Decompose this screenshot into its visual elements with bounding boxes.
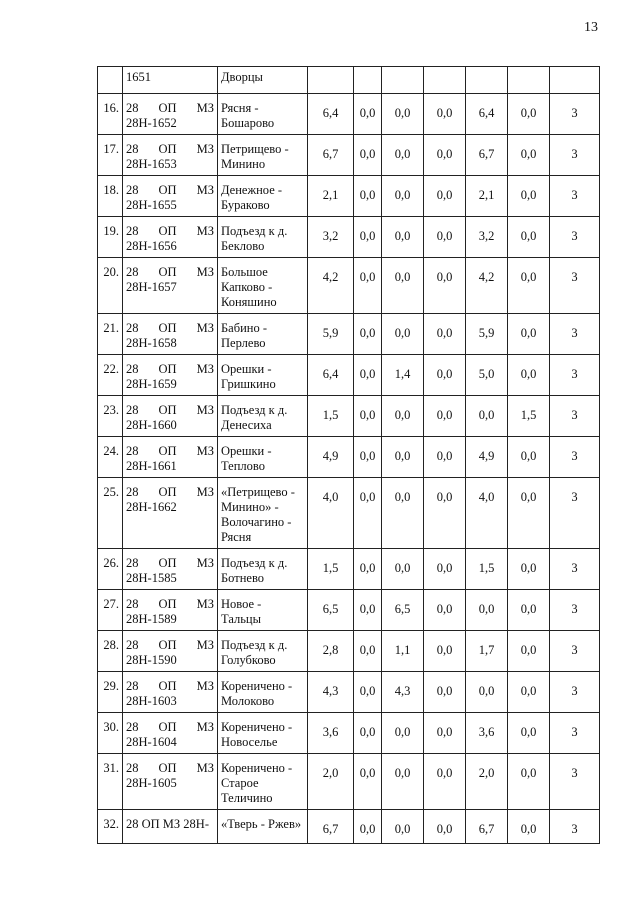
road-code-cell: 28 ОП МЗ 28Н-1660 bbox=[123, 396, 218, 437]
table-row bbox=[98, 713, 600, 754]
road-code-cell: 28 ОП МЗ 28Н-1604 bbox=[123, 713, 218, 754]
value-cell: 1,5 bbox=[308, 549, 354, 590]
road-name-cell: Кореничено - Молоково bbox=[218, 672, 308, 713]
road-name-cell: Кореничено - Новоселье bbox=[218, 713, 308, 754]
road-name-cell: Орешки - Теплово bbox=[218, 437, 308, 478]
value-cell: 0,0 bbox=[354, 631, 382, 672]
page-number: 13 bbox=[584, 20, 598, 35]
value-cell: 0,0 bbox=[424, 478, 466, 549]
value-cell: 0,0 bbox=[424, 396, 466, 437]
row-number-cell: 27. bbox=[98, 590, 123, 631]
row-number-cell: 30. bbox=[98, 713, 123, 754]
road-name-cell: «Тверь - Ржев» bbox=[218, 810, 308, 844]
category-cell: 3 bbox=[550, 176, 600, 217]
table-row bbox=[98, 217, 600, 258]
row-number-cell: 20. bbox=[98, 258, 123, 314]
table-row bbox=[98, 437, 600, 478]
value-cell: 0,0 bbox=[382, 396, 424, 437]
value-cell: 0,0 bbox=[354, 713, 382, 754]
value-cell: 1,5 bbox=[308, 396, 354, 437]
road-code-cell: 28 ОП МЗ 28Н-1659 bbox=[123, 355, 218, 396]
category-cell: 3 bbox=[550, 258, 600, 314]
value-cell: 4,9 bbox=[466, 437, 508, 478]
road-code-cell: 28 ОП МЗ 28Н-1653 bbox=[123, 135, 218, 176]
road-code-cell: 28 ОП МЗ 28Н-1585 bbox=[123, 549, 218, 590]
value-cell: 0,0 bbox=[424, 176, 466, 217]
table-row bbox=[98, 810, 600, 844]
value-cell: 0,0 bbox=[508, 314, 550, 355]
value-cell: 0,0 bbox=[508, 135, 550, 176]
category-cell bbox=[550, 67, 600, 94]
value-cell: 0,0 bbox=[424, 94, 466, 135]
road-code-cell: 28 ОП МЗ 28Н-1652 bbox=[123, 94, 218, 135]
value-cell: 0,0 bbox=[424, 258, 466, 314]
road-name-cell: «Петрищево - Минино» - Волочагино - Рясня bbox=[218, 478, 308, 549]
value-cell: 0,0 bbox=[508, 478, 550, 549]
value-cell: 0,0 bbox=[424, 217, 466, 258]
value-cell: 6,5 bbox=[308, 590, 354, 631]
row-number-cell: 17. bbox=[98, 135, 123, 176]
road-code-cell: 28 ОП МЗ 28Н-1590 bbox=[123, 631, 218, 672]
value-cell: 0,0 bbox=[382, 94, 424, 135]
value-cell: 4,3 bbox=[308, 672, 354, 713]
value-cell: 0,0 bbox=[354, 94, 382, 135]
value-cell: 3,6 bbox=[466, 713, 508, 754]
value-cell: 0,0 bbox=[508, 258, 550, 314]
value-cell: 0,0 bbox=[424, 314, 466, 355]
road-code-cell: 28 ОП МЗ 28Н- bbox=[123, 810, 218, 844]
value-cell: 6,7 bbox=[308, 135, 354, 176]
value-cell: 5,9 bbox=[308, 314, 354, 355]
value-cell: 0,0 bbox=[382, 754, 424, 810]
value-cell bbox=[424, 67, 466, 94]
table-row bbox=[98, 672, 600, 713]
value-cell: 2,0 bbox=[308, 754, 354, 810]
category-cell: 3 bbox=[550, 437, 600, 478]
road-name-cell: Рясня - Бошарово bbox=[218, 94, 308, 135]
value-cell: 0,0 bbox=[508, 590, 550, 631]
category-cell: 3 bbox=[550, 810, 600, 844]
value-cell: 0,0 bbox=[424, 437, 466, 478]
category-cell: 3 bbox=[550, 355, 600, 396]
value-cell: 6,4 bbox=[308, 355, 354, 396]
road-code-cell: 28 ОП МЗ 28Н-1661 bbox=[123, 437, 218, 478]
row-number-cell: 18. bbox=[98, 176, 123, 217]
value-cell: 4,3 bbox=[382, 672, 424, 713]
value-cell: 6,4 bbox=[466, 94, 508, 135]
road-name-cell: Кореничено - Старое Теличино bbox=[218, 754, 308, 810]
row-number-cell: 26. bbox=[98, 549, 123, 590]
category-cell: 3 bbox=[550, 396, 600, 437]
table-row bbox=[98, 135, 600, 176]
category-cell: 3 bbox=[550, 314, 600, 355]
row-number-cell: 28. bbox=[98, 631, 123, 672]
value-cell: 0,0 bbox=[424, 713, 466, 754]
value-cell: 0,0 bbox=[354, 396, 382, 437]
value-cell: 2,0 bbox=[466, 754, 508, 810]
value-cell: 3,2 bbox=[466, 217, 508, 258]
table-row bbox=[98, 754, 600, 810]
value-cell: 0,0 bbox=[466, 672, 508, 713]
value-cell: 0,0 bbox=[424, 754, 466, 810]
row-number-cell: 24. bbox=[98, 437, 123, 478]
value-cell: 0,0 bbox=[354, 217, 382, 258]
value-cell: 0,0 bbox=[354, 754, 382, 810]
road-code-cell: 28 ОП МЗ 28Н-1657 bbox=[123, 258, 218, 314]
value-cell: 1,4 bbox=[382, 355, 424, 396]
value-cell: 0,0 bbox=[382, 135, 424, 176]
value-cell bbox=[508, 67, 550, 94]
road-code-cell: 28 ОП МЗ 28Н-1658 bbox=[123, 314, 218, 355]
table-row bbox=[98, 590, 600, 631]
value-cell: 0,0 bbox=[424, 549, 466, 590]
value-cell: 0,0 bbox=[382, 314, 424, 355]
value-cell: 0,0 bbox=[382, 217, 424, 258]
value-cell: 0,0 bbox=[354, 590, 382, 631]
value-cell: 4,2 bbox=[308, 258, 354, 314]
table-row bbox=[98, 355, 600, 396]
value-cell bbox=[354, 67, 382, 94]
value-cell bbox=[466, 67, 508, 94]
value-cell: 0,0 bbox=[382, 437, 424, 478]
value-cell: 1,5 bbox=[508, 396, 550, 437]
category-cell: 3 bbox=[550, 549, 600, 590]
value-cell: 3,6 bbox=[308, 713, 354, 754]
road-name-cell: Подъезд к д. Ботнево bbox=[218, 549, 308, 590]
value-cell: 0,0 bbox=[466, 396, 508, 437]
category-cell: 3 bbox=[550, 754, 600, 810]
row-number-cell: 23. bbox=[98, 396, 123, 437]
road-name-cell: Подъезд к д. Голубково bbox=[218, 631, 308, 672]
road-name-cell: Петрищево - Минино bbox=[218, 135, 308, 176]
value-cell: 0,0 bbox=[508, 754, 550, 810]
value-cell: 4,0 bbox=[466, 478, 508, 549]
road-name-cell: Орешки - Гришкино bbox=[218, 355, 308, 396]
value-cell: 0,0 bbox=[382, 176, 424, 217]
value-cell: 4,9 bbox=[308, 437, 354, 478]
table-row bbox=[98, 549, 600, 590]
row-number-cell: 21. bbox=[98, 314, 123, 355]
value-cell: 0,0 bbox=[382, 713, 424, 754]
value-cell: 0,0 bbox=[508, 94, 550, 135]
value-cell: 0,0 bbox=[508, 810, 550, 844]
value-cell: 6,7 bbox=[308, 810, 354, 844]
road-code-cell: 28 ОП МЗ 28Н-1656 bbox=[123, 217, 218, 258]
value-cell: 0,0 bbox=[508, 355, 550, 396]
value-cell: 0,0 bbox=[424, 810, 466, 844]
value-cell: 0,0 bbox=[508, 549, 550, 590]
value-cell: 0,0 bbox=[382, 549, 424, 590]
roads-table bbox=[97, 66, 600, 844]
row-number-cell: 31. bbox=[98, 754, 123, 810]
value-cell: 2,1 bbox=[466, 176, 508, 217]
value-cell: 0,0 bbox=[354, 258, 382, 314]
value-cell: 0,0 bbox=[354, 672, 382, 713]
value-cell: 1,7 bbox=[466, 631, 508, 672]
table-row bbox=[98, 67, 600, 94]
value-cell: 1,1 bbox=[382, 631, 424, 672]
row-number-cell: 16. bbox=[98, 94, 123, 135]
road-name-cell: Большое Капково - Коняшино bbox=[218, 258, 308, 314]
row-number-cell: 22. bbox=[98, 355, 123, 396]
road-code-cell: 28 ОП МЗ 28Н-1603 bbox=[123, 672, 218, 713]
value-cell: 0,0 bbox=[508, 217, 550, 258]
road-name-cell: Подъезд к д. Денесиха bbox=[218, 396, 308, 437]
road-name-cell: Денежное - Бураково bbox=[218, 176, 308, 217]
row-number-cell bbox=[98, 67, 123, 94]
value-cell: 0,0 bbox=[424, 672, 466, 713]
road-name-cell: Подъезд к д. Беклово bbox=[218, 217, 308, 258]
road-code-cell: 1651 bbox=[123, 67, 218, 94]
road-name-cell: Бабино - Перлево bbox=[218, 314, 308, 355]
value-cell: 0,0 bbox=[424, 135, 466, 176]
value-cell bbox=[308, 67, 354, 94]
category-cell: 3 bbox=[550, 672, 600, 713]
value-cell: 0,0 bbox=[354, 810, 382, 844]
category-cell: 3 bbox=[550, 135, 600, 176]
road-code-cell: 28 ОП МЗ 28Н-1589 bbox=[123, 590, 218, 631]
value-cell: 6,7 bbox=[466, 135, 508, 176]
value-cell: 0,0 bbox=[382, 258, 424, 314]
value-cell: 0,0 bbox=[466, 590, 508, 631]
value-cell: 0,0 bbox=[508, 437, 550, 478]
value-cell: 0,0 bbox=[424, 355, 466, 396]
value-cell: 6,7 bbox=[466, 810, 508, 844]
value-cell: 0,0 bbox=[508, 176, 550, 217]
value-cell: 0,0 bbox=[354, 176, 382, 217]
table-row bbox=[98, 258, 600, 314]
category-cell: 3 bbox=[550, 217, 600, 258]
row-number-cell: 29. bbox=[98, 672, 123, 713]
value-cell: 4,0 bbox=[308, 478, 354, 549]
value-cell: 0,0 bbox=[424, 590, 466, 631]
value-cell: 0,0 bbox=[382, 478, 424, 549]
value-cell: 1,5 bbox=[466, 549, 508, 590]
road-name-cell: Новое - Тальцы bbox=[218, 590, 308, 631]
table-row bbox=[98, 94, 600, 135]
road-code-cell: 28 ОП МЗ 28Н-1605 bbox=[123, 754, 218, 810]
value-cell: 4,2 bbox=[466, 258, 508, 314]
value-cell: 0,0 bbox=[354, 478, 382, 549]
table-row bbox=[98, 314, 600, 355]
category-cell: 3 bbox=[550, 590, 600, 631]
road-code-cell: 28 ОП МЗ 28Н-1655 bbox=[123, 176, 218, 217]
table-row bbox=[98, 176, 600, 217]
value-cell: 6,4 bbox=[308, 94, 354, 135]
category-cell: 3 bbox=[550, 478, 600, 549]
row-number-cell: 32. bbox=[98, 810, 123, 844]
road-name-cell: Дворцы bbox=[218, 67, 308, 94]
road-code-cell: 28 ОП МЗ 28Н-1662 bbox=[123, 478, 218, 549]
table-row bbox=[98, 478, 600, 549]
value-cell: 0,0 bbox=[354, 437, 382, 478]
value-cell: 5,0 bbox=[466, 355, 508, 396]
category-cell: 3 bbox=[550, 631, 600, 672]
value-cell: 0,0 bbox=[424, 631, 466, 672]
value-cell: 3,2 bbox=[308, 217, 354, 258]
value-cell: 2,8 bbox=[308, 631, 354, 672]
value-cell: 6,5 bbox=[382, 590, 424, 631]
value-cell: 5,9 bbox=[466, 314, 508, 355]
value-cell: 0,0 bbox=[354, 314, 382, 355]
value-cell: 2,1 bbox=[308, 176, 354, 217]
table-row bbox=[98, 631, 600, 672]
value-cell: 0,0 bbox=[508, 672, 550, 713]
value-cell: 0,0 bbox=[508, 713, 550, 754]
row-number-cell: 19. bbox=[98, 217, 123, 258]
category-cell: 3 bbox=[550, 94, 600, 135]
value-cell: 0,0 bbox=[508, 631, 550, 672]
value-cell: 0,0 bbox=[354, 355, 382, 396]
value-cell: 0,0 bbox=[382, 810, 424, 844]
value-cell bbox=[382, 67, 424, 94]
category-cell: 3 bbox=[550, 713, 600, 754]
table-row bbox=[98, 396, 600, 437]
value-cell: 0,0 bbox=[354, 549, 382, 590]
row-number-cell: 25. bbox=[98, 478, 123, 549]
value-cell: 0,0 bbox=[354, 135, 382, 176]
